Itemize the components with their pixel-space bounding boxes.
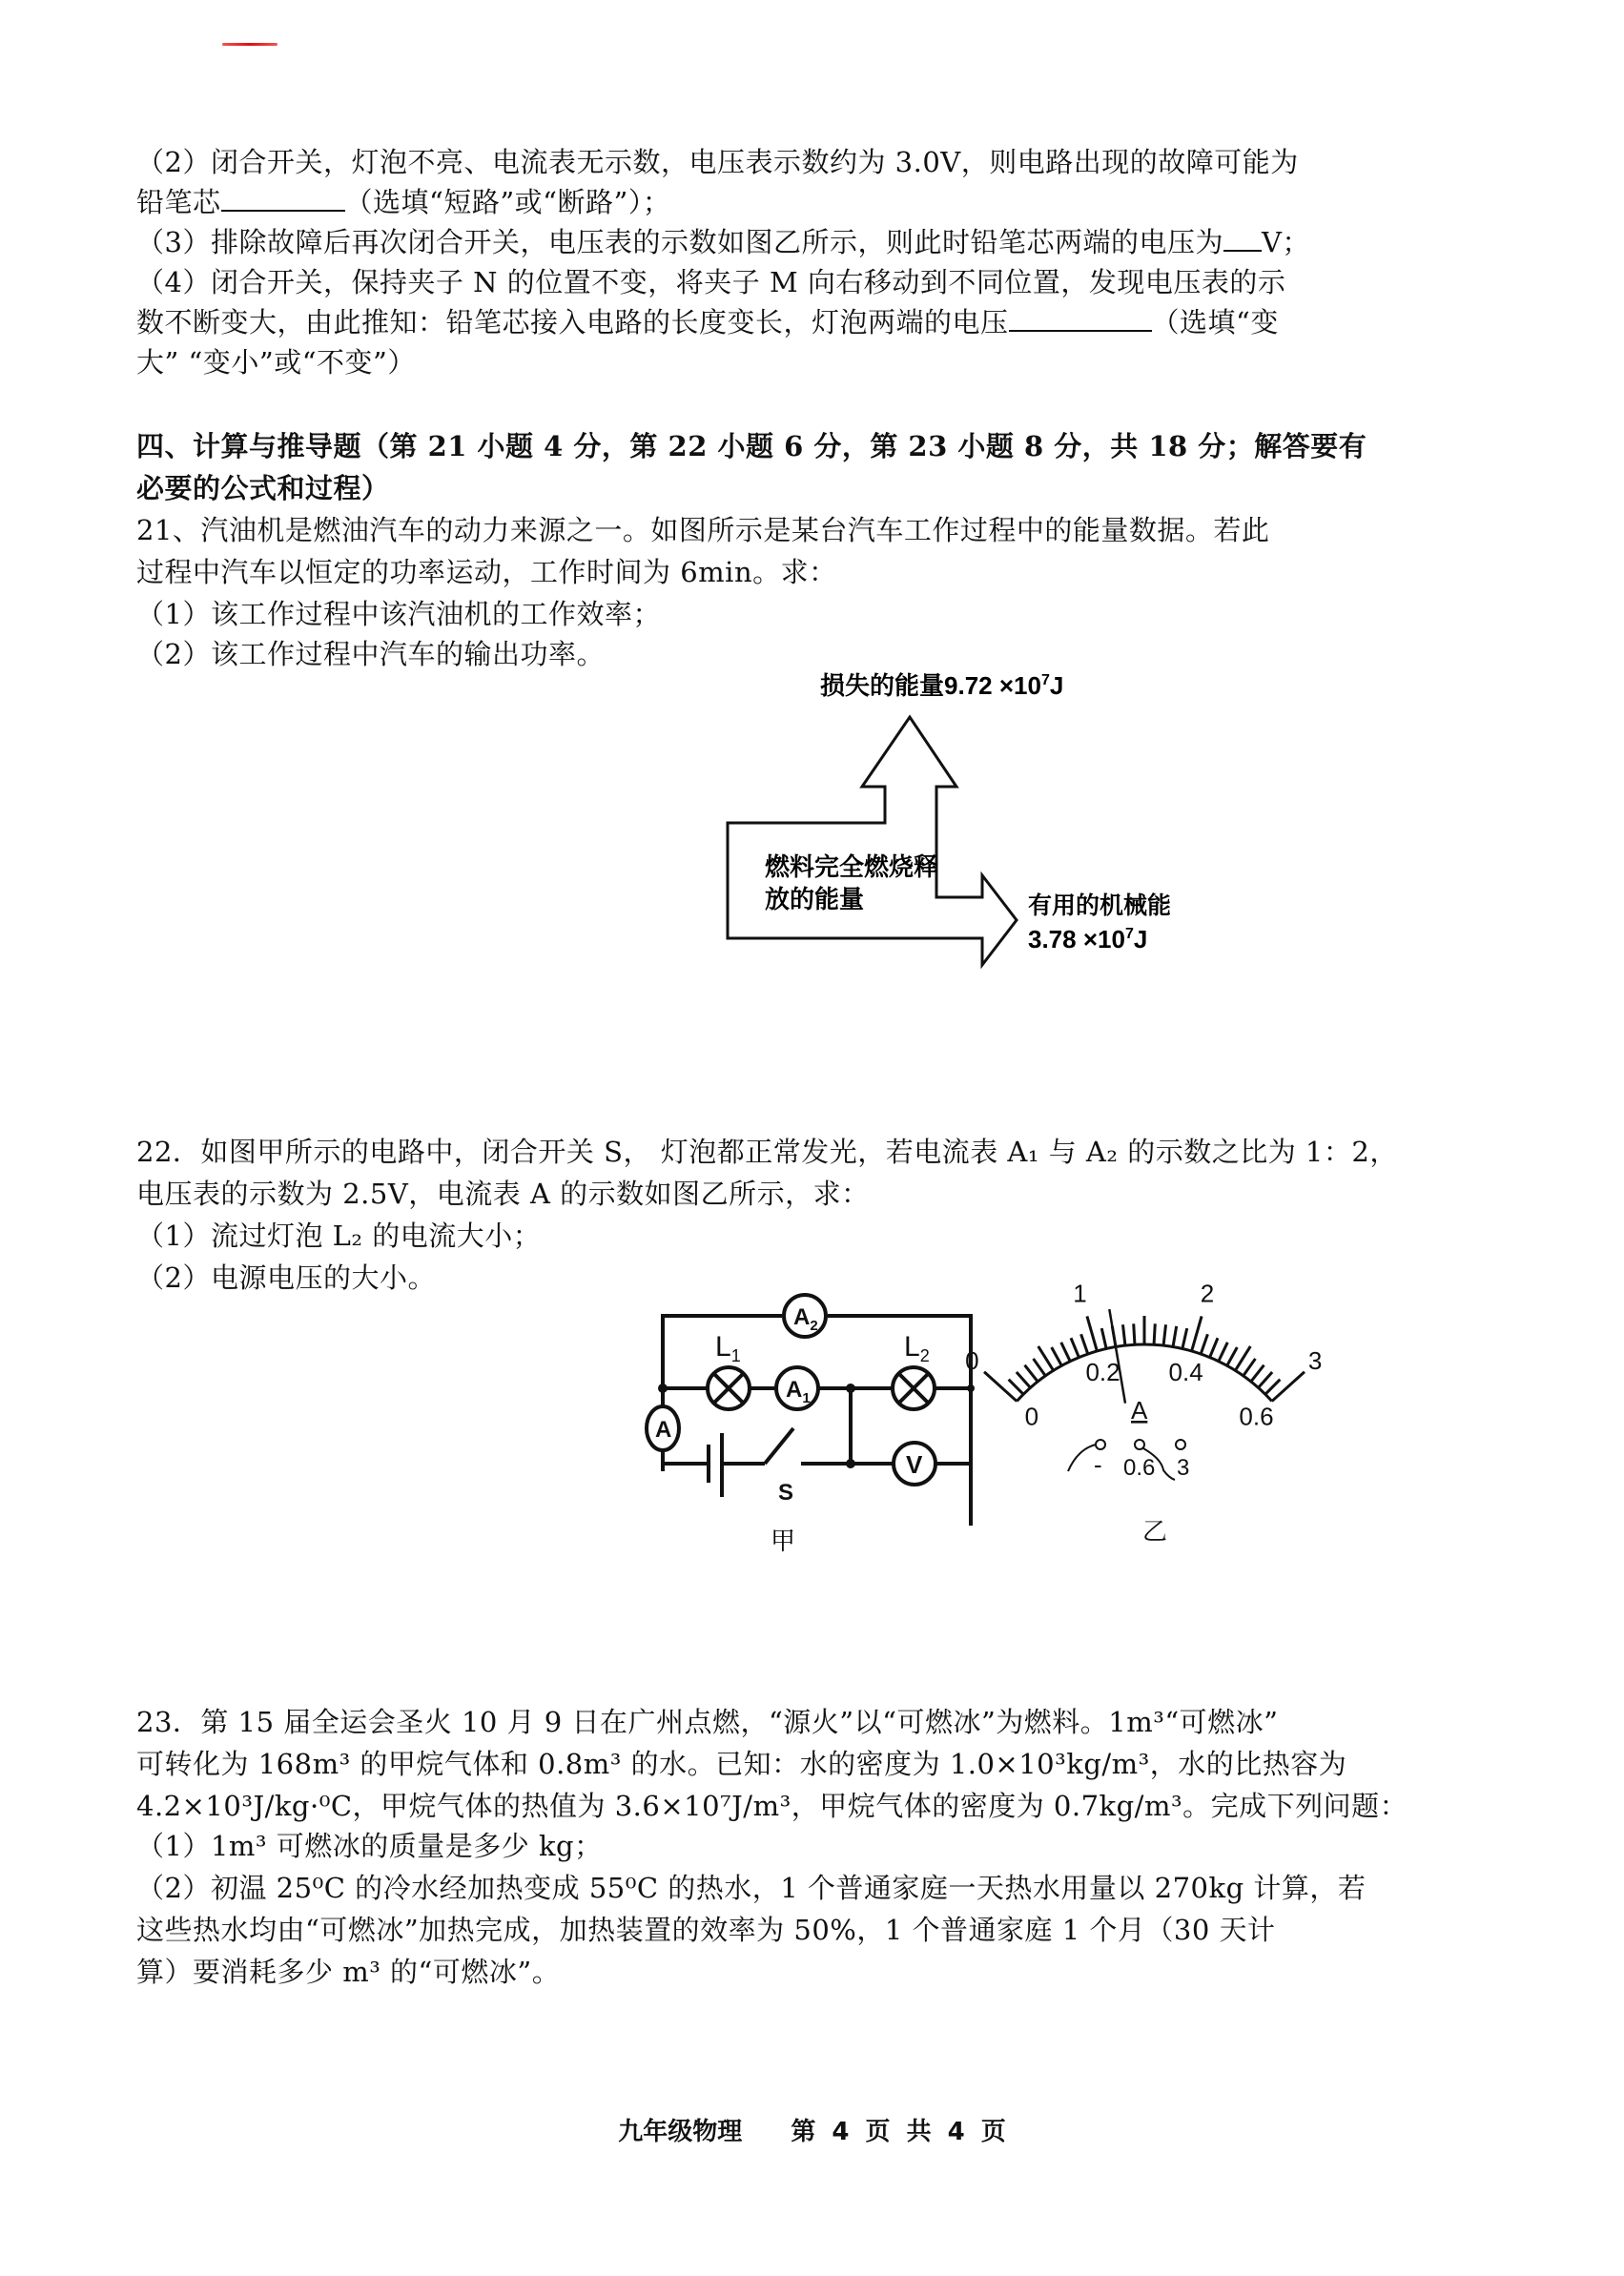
dial-tick <box>1173 1326 1177 1347</box>
dial-tick <box>1061 1343 1071 1362</box>
red-ink-mark <box>222 43 278 46</box>
q23-stem-line2: 可转化为 168m³ 的甲烷气体和 0.8m³ 的水。已知：水的密度为 1.0×10³kg/m³，水的比热容为 <box>136 1748 1347 1780</box>
dial-tick <box>1087 1316 1097 1351</box>
q20-part2-suffix: （选填“短路”或“断路”）； <box>344 186 671 218</box>
q22-sub1: （1）流过灯泡 L₂ 的电流大小； <box>136 1220 542 1252</box>
junction-node-right <box>967 1384 975 1392</box>
dial-tick <box>1101 1328 1106 1348</box>
dial-tick <box>1244 1359 1256 1376</box>
inner-scale-label: 0.2 <box>1085 1358 1120 1387</box>
q21-sub1: （1）该工作过程中该汽油机的工作效率； <box>136 598 661 630</box>
q20-part2-prefix: 铅笔芯 <box>136 186 221 218</box>
q23-sub2-line1: （2）初温 25⁰C 的冷水经加热变成 55⁰C 的热水，1 个普通家庭一天热水用量以 270kg 计算，若 <box>136 1872 1367 1904</box>
source-energy-label-line1: 燃料完全燃烧释 <box>765 852 939 881</box>
dial-tick <box>1154 1323 1155 1344</box>
q21-sub2: （2）该工作过程中汽车的输出功率。 <box>136 638 605 670</box>
ammeter-dial <box>965 1279 1323 1583</box>
dial-tick <box>1272 1372 1305 1402</box>
dial-tick <box>1122 1324 1124 1345</box>
terminal-3 <box>1176 1440 1185 1449</box>
dial-tick <box>1251 1365 1264 1382</box>
answer-blank-lamp-voltage[interactable] <box>1009 329 1152 332</box>
useful-energy-value: $3.78 \times 10^7J$ <box>1028 925 1148 953</box>
switch-label: S <box>778 1480 794 1506</box>
q22-sub2: （2）电源电压的大小。 <box>136 1261 436 1294</box>
terminal-0.6 <box>1135 1440 1144 1449</box>
dial-tick <box>1081 1334 1088 1354</box>
energy-arrow-shape <box>728 717 1017 965</box>
dial-pointer <box>1109 1309 1125 1404</box>
inner-scale-label: 0 <box>1024 1402 1039 1431</box>
dial-tick <box>1071 1338 1079 1357</box>
inner-scale-label: 0.6 <box>1239 1402 1274 1431</box>
q20-part4-prefix: 数不断变大，由此推知：铅笔芯接入电路的长度变长，灯泡两端的电压 <box>136 306 1009 338</box>
outer-scale-label: 3 <box>1307 1346 1323 1376</box>
dial-tick <box>1210 1338 1218 1357</box>
dial-tick <box>1052 1347 1062 1365</box>
energy-flow-diagram <box>687 658 1316 1001</box>
junction-node-left <box>658 1384 668 1393</box>
dial-tick <box>1134 1323 1135 1344</box>
circuit-caption: 甲 <box>771 1527 796 1555</box>
q23-sub2-line3: 算）要消耗多少 m³ 的“可燃冰”。 <box>136 1956 561 1988</box>
terminal-label-negative: - <box>1094 1450 1102 1479</box>
ammeter-a1-label: $A_1$ <box>786 1377 811 1406</box>
q23-sub2-line2: 这些热水均由“可燃冰”加热完成，加热装置的效率为 50%，1 个普通家庭 1 个月（30 天计 <box>136 1914 1276 1946</box>
terminal-label-0.6: 0.6 <box>1123 1455 1156 1481</box>
footer-subject: 九年级物理 <box>618 2118 743 2146</box>
dial-tick <box>1265 1380 1281 1395</box>
useful-energy-label: 有用的机械能 <box>1028 892 1172 919</box>
source-energy-label-line2: 放的能量 <box>765 885 865 913</box>
page-footer <box>0 2112 1624 2147</box>
q20-part2-line2 <box>136 183 670 221</box>
meter-caption: 乙 <box>1142 1517 1168 1546</box>
answer-blank-fault[interactable] <box>221 209 345 212</box>
answer-blank-voltage[interactable] <box>1223 249 1262 252</box>
lamp-l1-label: $L_1$ <box>715 1331 741 1365</box>
ammeter-a2-label: $A_2$ <box>793 1304 818 1334</box>
inner-scale-label: 0.4 <box>1168 1358 1203 1387</box>
junction-node-bottom <box>846 1459 855 1468</box>
dial-tick <box>1259 1372 1273 1387</box>
q20-part2-line1: （2）闭合开关，灯泡不亮、电流表无示数，电压表示数约为 3.0V，则电路出现的故障可能为 <box>136 146 1299 178</box>
q20-part4-line3: 大” “变小”或“不变”） <box>136 346 416 379</box>
dial-tick <box>1182 1328 1187 1348</box>
q20-part3-suffix: V； <box>1261 226 1310 258</box>
terminal-label-3: 3 <box>1177 1455 1190 1481</box>
outer-scale-label: 2 <box>1200 1279 1215 1308</box>
section4-heading-line2: 必要的公式和过程） <box>136 472 390 504</box>
dial-tick <box>1227 1347 1238 1365</box>
q22-stem-line1: 22．如图甲所示的电路中，闭合开关 S， 灯泡都正常发光，若电流表 A₁ 与 A₂ 的示数之比为 1：2， <box>136 1136 1398 1168</box>
circuit-diagram <box>648 1278 1011 1592</box>
q20-part4-line2 <box>136 303 1279 341</box>
outer-scale-label: 0 <box>965 1346 979 1376</box>
dial-tick <box>1163 1324 1165 1345</box>
wire-bottom-left <box>663 1449 709 1464</box>
footer-page-number: 第 4 页 共 4 页 <box>791 2118 1006 2146</box>
q20-part4-line1: （4）闭合开关，保持夹子 N 的位置不变，将夹子 M 向右移动到不同位置，发现电压表的示 <box>136 266 1286 298</box>
lamp-l2-label: $L_2$ <box>904 1331 930 1365</box>
terminal-negative <box>1096 1440 1105 1449</box>
dial-tick <box>1025 1365 1038 1382</box>
dial-tick <box>1192 1316 1202 1351</box>
ammeter-main-label: A <box>655 1417 672 1443</box>
q20-part4-suffix: （选填“变 <box>1151 306 1279 338</box>
q21-stem-line2: 过程中汽车以恒定的功率运动，工作时间为 6min。求： <box>136 556 837 588</box>
dial-tick <box>1219 1343 1228 1362</box>
q22-stem-line2: 电压表的示数为 2.5V，电流表 A 的示数如图乙所示，求： <box>136 1178 870 1210</box>
outer-scale-label: 1 <box>1073 1279 1087 1308</box>
dial-tick <box>1017 1372 1031 1387</box>
q23-sub1: （1）1m³ 可燃冰的质量是多少 kg； <box>136 1830 603 1862</box>
lost-energy-label: 损失的能量$9.72 \times 10^7J$ <box>820 671 1064 700</box>
dial-ticks <box>984 1316 1305 1402</box>
q20-part3-line <box>136 223 1310 261</box>
wire-to-negative <box>1068 1445 1096 1471</box>
q21-stem-line1: 21、汽油机是燃油汽车的动力来源之一。如图所示是某台汽车工作过程中的能量数据。若此 <box>136 514 1270 546</box>
q23-stem-line1: 23．第 15 届全运会圣火 10 月 9 日在广州点燃，“源火”以“可燃冰”为燃料。1m³“可燃冰” <box>136 1706 1279 1738</box>
q20-part3-prefix: （3）排除故障后再次闭合开关，电压表的示数如图乙所示，则此时铅笔芯两端的电压为 <box>136 226 1223 258</box>
q23-stem-line3: 4.2×10³J/kg·⁰C，甲烷气体的热值为 3.6×10⁷J/m³，甲烷气体的密度为 0.7kg/m³。完成下列问题： <box>136 1790 1408 1822</box>
junction-node-mid <box>846 1384 855 1393</box>
meter-unit-label: A <box>1131 1396 1148 1425</box>
dial-tick <box>1034 1359 1046 1376</box>
voltmeter-label: V <box>906 1450 923 1479</box>
switch-blade <box>765 1428 793 1464</box>
dial-tick <box>1201 1334 1207 1354</box>
section4-heading-line1: 四、计算与推导题（第 21 小题 4 分，第 22 小题 6 分，第 23 小题 8 分，共 18 分；解答要有 <box>136 430 1367 462</box>
